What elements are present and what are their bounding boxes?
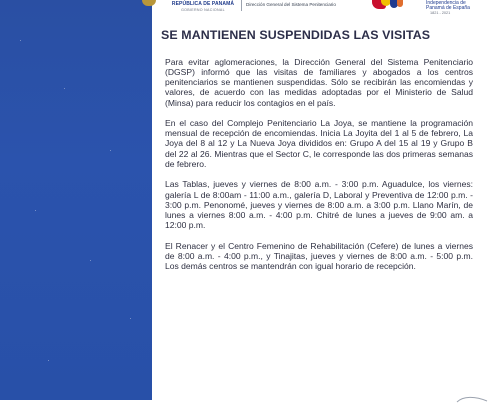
- bicentennial-emblem-icon: [372, 0, 428, 9]
- article-body: [165, 57, 473, 271]
- header-divider: [241, 0, 242, 11]
- government-logo: [168, 1, 238, 12]
- government-subtitle: GOBIERNO NACIONAL: [181, 8, 225, 12]
- institution-name: Dirección General del Sistema Penitenciario: [246, 2, 336, 7]
- article-paragraph: Para evitar aglomeraciones, la Dirección General del Sistema Penitenciario (DGSP) informó que las visitas de familiares y abogados a los centros penitenciarios se mantienen suspendidas. Sólo se recibirán las encomiendas y valores, de acuerdo con las medidas adoptadas por el Ministerio de Salud (Minsa) para reducir los contagios en el país.: [165, 57, 473, 108]
- bicentennial-years: 1821 - 2021: [430, 10, 451, 15]
- article-paragraph: En el caso del Complejo Penitenciario La Joya, se mantiene la programación mensual de recepción de encomiendas. Inicia La Joyita del 1 al 5 de febrero, La Joya del 8 al 12 y La Nueva Joya divididos en: Grupo A del 15 al 19 y Grupo B del 22 al 26. Mientras que el Sector C, le corresponde las dos primeras semanas de febrero.: [165, 118, 473, 169]
- bicentennial-logo: [372, 0, 470, 15]
- article-paragraph: El Renacer y el Centro Femenino de Rehabilitación (Cefere) de lunes a viernes de 8:00 a.m. - 4:00 p.m., y Tinajitas, jueves y viernes de 8:00 a.m. - 5:00 p.m. Los demás centros se mantendrán con igual horario de recepción.: [165, 240, 473, 271]
- bicentennial-line1: Independencia de: [426, 0, 466, 6]
- article-paragraph: Las Tablas, jueves y viernes de 8:00 a.m. - 3:00 p.m. Aguadulce, los viernes: galería L de 8:00am - 11:00 a.m., galería D, Laboral y Preventiva de 12:00 p.m. - 3:00 p.m. Penonomé, jueves y viernes de 8:00 a.m. a 3:00 p.m. Llano Marín, de lunes a viernes 8:00 a.m. - 4:00 p.m. Chitré de lunes a jueves de 9:00 am. a 12:00 p.m.: [165, 179, 473, 230]
- blue-side-band: [0, 0, 152, 400]
- government-name: REPÚBLICA DE PANAMÁ: [171, 1, 235, 7]
- article-title: SE MANTIENEN SUSPENDIDAS LAS VISITAS: [161, 28, 431, 42]
- corner-decoration-icon: [455, 390, 489, 398]
- bicentennial-line2: Panamá de España: [426, 5, 470, 11]
